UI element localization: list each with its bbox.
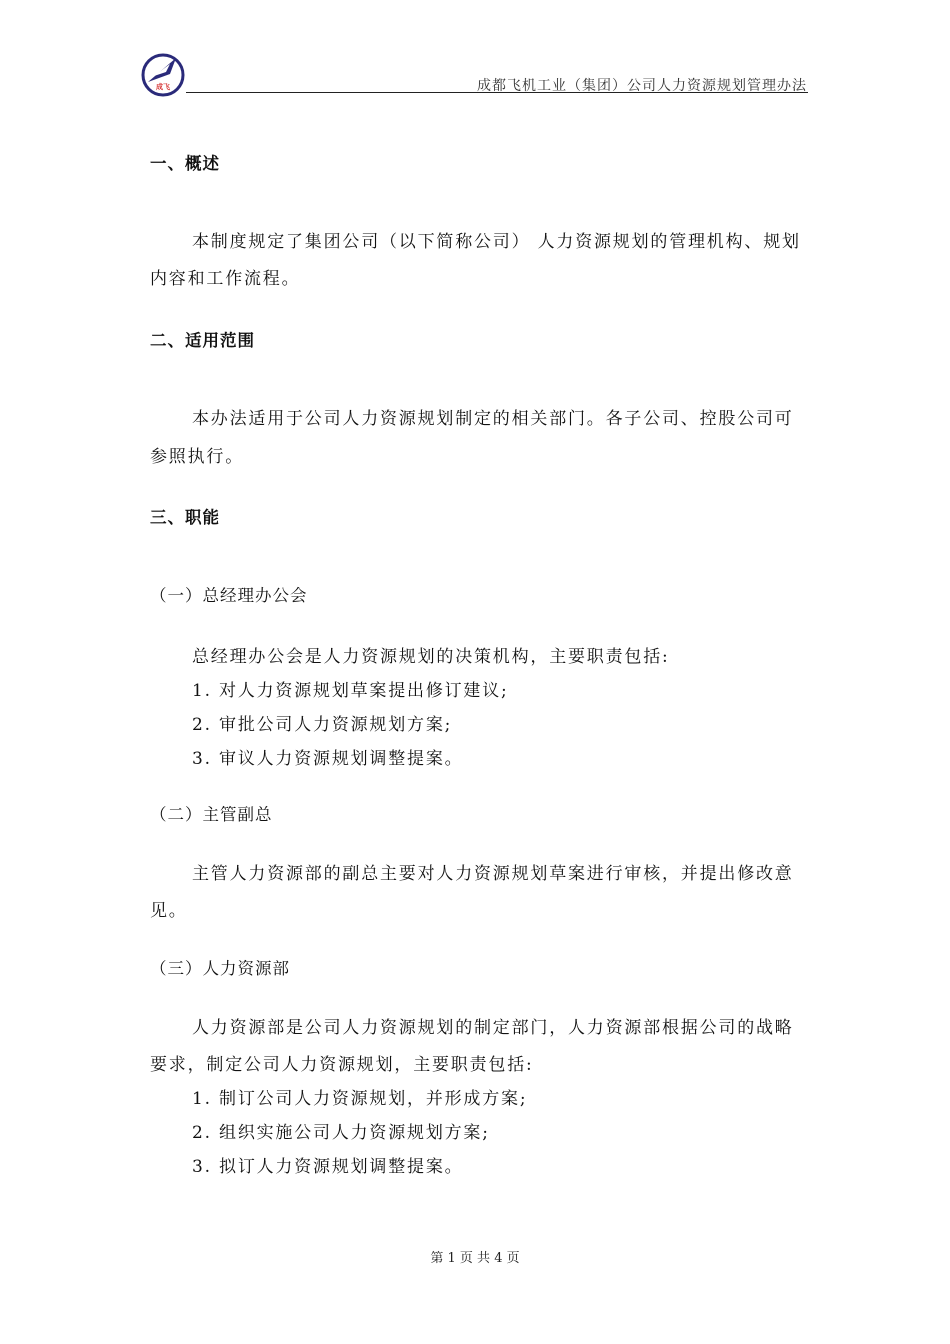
gm-office-item-3: 3. 审议人力资源规划调整提案。 — [192, 749, 464, 769]
header-title: 成都飞机工业（集团）公司人力资源规划管理办法 — [477, 78, 807, 94]
hr-dept-paragraph-line-2: 要求，制定公司人力资源规划，主要职责包括: — [150, 1055, 534, 1075]
gm-office-item-2: 2. 审批公司人力资源规划方案; — [192, 715, 453, 735]
page-number: 第 1 页 共 4 页 — [430, 1251, 520, 1266]
overview-paragraph-line-1: 本制度规定了集团公司（以下简称公司） 人力资源规划的管理机构、规划 — [192, 232, 801, 252]
section-heading-functions: 三、职能 — [150, 508, 220, 527]
section-heading-scope: 二、适用范围 — [150, 331, 255, 350]
hr-dept-item-3: 3. 拟订人力资源规划调整提案。 — [192, 1157, 464, 1177]
scope-paragraph-line-2: 参照执行。 — [150, 447, 244, 467]
hr-dept-paragraph-line-1: 人力资源部是公司人力资源规划的制定部门，人力资源部根据公司的战略 — [192, 1018, 794, 1038]
subsection-heading-gm-office: （一）总经理办公会 — [150, 586, 308, 605]
subsection-heading-vp: （二）主管副总 — [150, 805, 273, 824]
company-logo-icon — [140, 52, 186, 98]
subsection-heading-hr-dept: （三）人力资源部 — [150, 959, 290, 978]
vp-paragraph-line-1: 主管人力资源部的副总主要对人力资源规划草案进行审核，并提出修改意 — [192, 864, 794, 884]
vp-paragraph-line-2: 见。 — [150, 901, 188, 921]
section-heading-overview: 一、概述 — [150, 154, 220, 173]
gm-office-item-1: 1. 对人力资源规划草案提出修订建议; — [192, 681, 509, 701]
hr-dept-item-1: 1. 制订公司人力资源规划，并形成方案; — [192, 1089, 528, 1109]
gm-office-intro: 总经理办公会是人力资源规划的决策机构，主要职责包括: — [192, 647, 670, 667]
overview-paragraph-line-2: 内容和工作流程。 — [150, 269, 301, 289]
logo-lettering: 成飞 — [156, 83, 170, 91]
hr-dept-item-2: 2. 组织实施公司人力资源规划方案; — [192, 1123, 490, 1143]
scope-paragraph-line-1: 本办法适用于公司人力资源规划制定的相关部门。各子公司、控股公司可 — [192, 409, 794, 429]
